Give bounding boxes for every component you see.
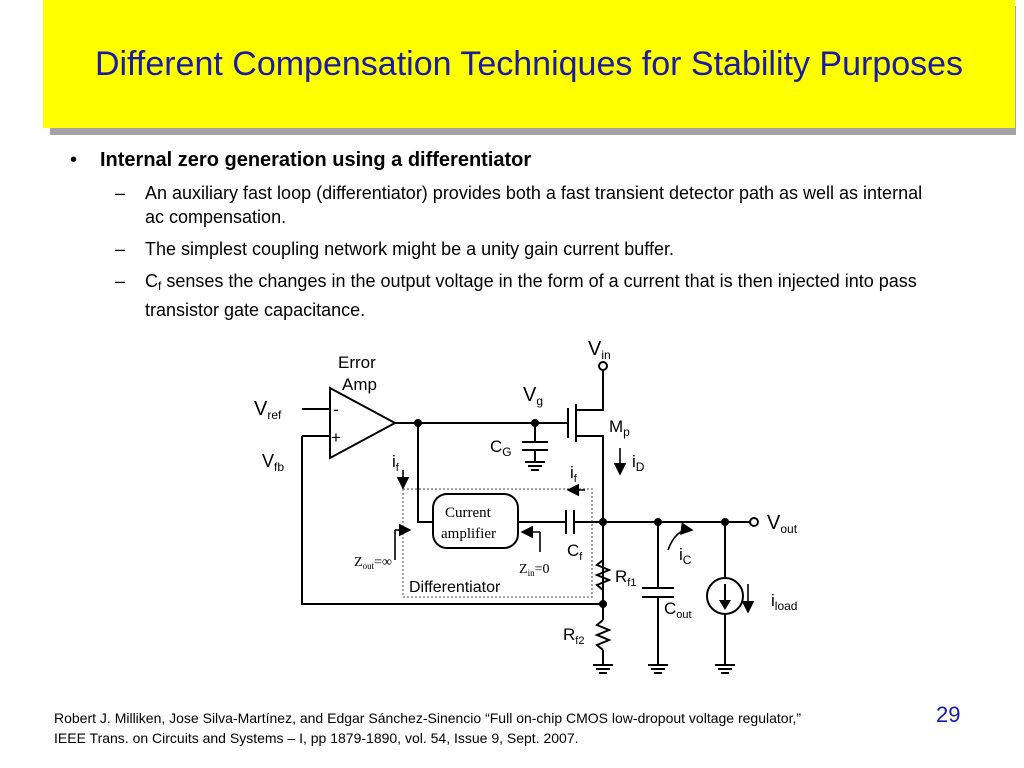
id-label: $i_D$ <box>632 452 645 474</box>
node-dot <box>599 600 607 608</box>
if-wire <box>418 423 433 522</box>
sub-bullet-text: An auxiliary fast loop (differentiator) provides both a fast transient detector path as well as internal ac compensation. <box>145 183 923 227</box>
sub-bullet-text-rest: senses the changes in the output voltage in the form of a current that is then injected into pass transistor gate capacitance. <box>145 271 917 320</box>
cg-label: $C_G$ <box>490 437 512 459</box>
footer-line-2: IEEE Trans. on Circuits and Systems – I, pp 1879-1890, vol. 54, Issue 9, Sept. 2007. <box>54 730 579 746</box>
iload-arrow-head <box>719 600 731 610</box>
sub-bullet-text-c: C <box>145 271 158 291</box>
if-right-label: $i_f$ <box>570 463 577 485</box>
plus-label: + <box>331 428 341 447</box>
vout-terminal <box>750 518 758 526</box>
sub-bullet-text-sub: f <box>158 279 162 293</box>
footer-line-1: Robert J. Milliken, Jose Silva-Martínez, and Edgar Sánchez-Sinencio “Full on-chip CMOS low-dropout voltage regulator,” <box>54 710 802 726</box>
vin-terminal <box>599 362 607 370</box>
node-dot <box>414 419 422 427</box>
differentiator-label: Differentiator <box>409 579 501 596</box>
zin-label: $Z_{in}=0$ <box>519 562 550 578</box>
if-left-label: $i_f$ <box>392 452 399 474</box>
dash-mark: – <box>115 239 126 259</box>
iload-label: $i_{load}$ <box>771 591 798 613</box>
zout-label: $Z_{out}=\infty$ <box>354 555 392 571</box>
dash-mark: – <box>115 183 126 203</box>
vg-label: $V_g$ <box>523 384 544 408</box>
current-amp-label-2: amplifier <box>441 526 496 542</box>
cout-label: $C_{out}$ <box>664 599 692 621</box>
vin-label: $V_{in}$ <box>588 338 611 362</box>
sub-bullet-text: The simplest coupling network might be a unity gain current buffer. <box>145 239 674 259</box>
rf2-resistor <box>597 620 609 650</box>
vfb-label: $V_{fb}$ <box>262 451 285 474</box>
bullet-mark: • <box>70 149 78 171</box>
mp-label: $M_p$ <box>609 417 630 439</box>
vout-label: $V_{out}$ <box>767 512 798 536</box>
cf-label: $C_f$ <box>567 541 583 563</box>
node-dot <box>721 518 729 526</box>
mp-drain-wire <box>576 436 603 604</box>
dash-mark: – <box>115 271 126 291</box>
slide-title: Different Compensation Techniques for Stability Purposes <box>94 45 964 83</box>
page-number: 29 <box>936 702 961 727</box>
ic-label: $i_C$ <box>679 545 692 567</box>
footer-citation <box>54 708 964 748</box>
vref-label: $V_{ref}$ <box>254 398 282 422</box>
amp-label: Amp <box>342 375 377 394</box>
op-amp-symbol <box>330 388 395 458</box>
node-dot <box>531 419 539 427</box>
bullet-text: Internal zero generation using a differentiator <box>100 149 532 171</box>
error-amp-label: Error <box>338 353 376 372</box>
minus-label: - <box>333 400 339 419</box>
mp-source <box>576 366 603 410</box>
rf1-label: $R_{f1}$ <box>615 567 637 589</box>
node-dot <box>599 518 607 526</box>
current-amp-label-1: Current <box>445 505 491 521</box>
node-dot <box>654 518 662 526</box>
rf2-label: $R_{f2}$ <box>563 625 585 647</box>
